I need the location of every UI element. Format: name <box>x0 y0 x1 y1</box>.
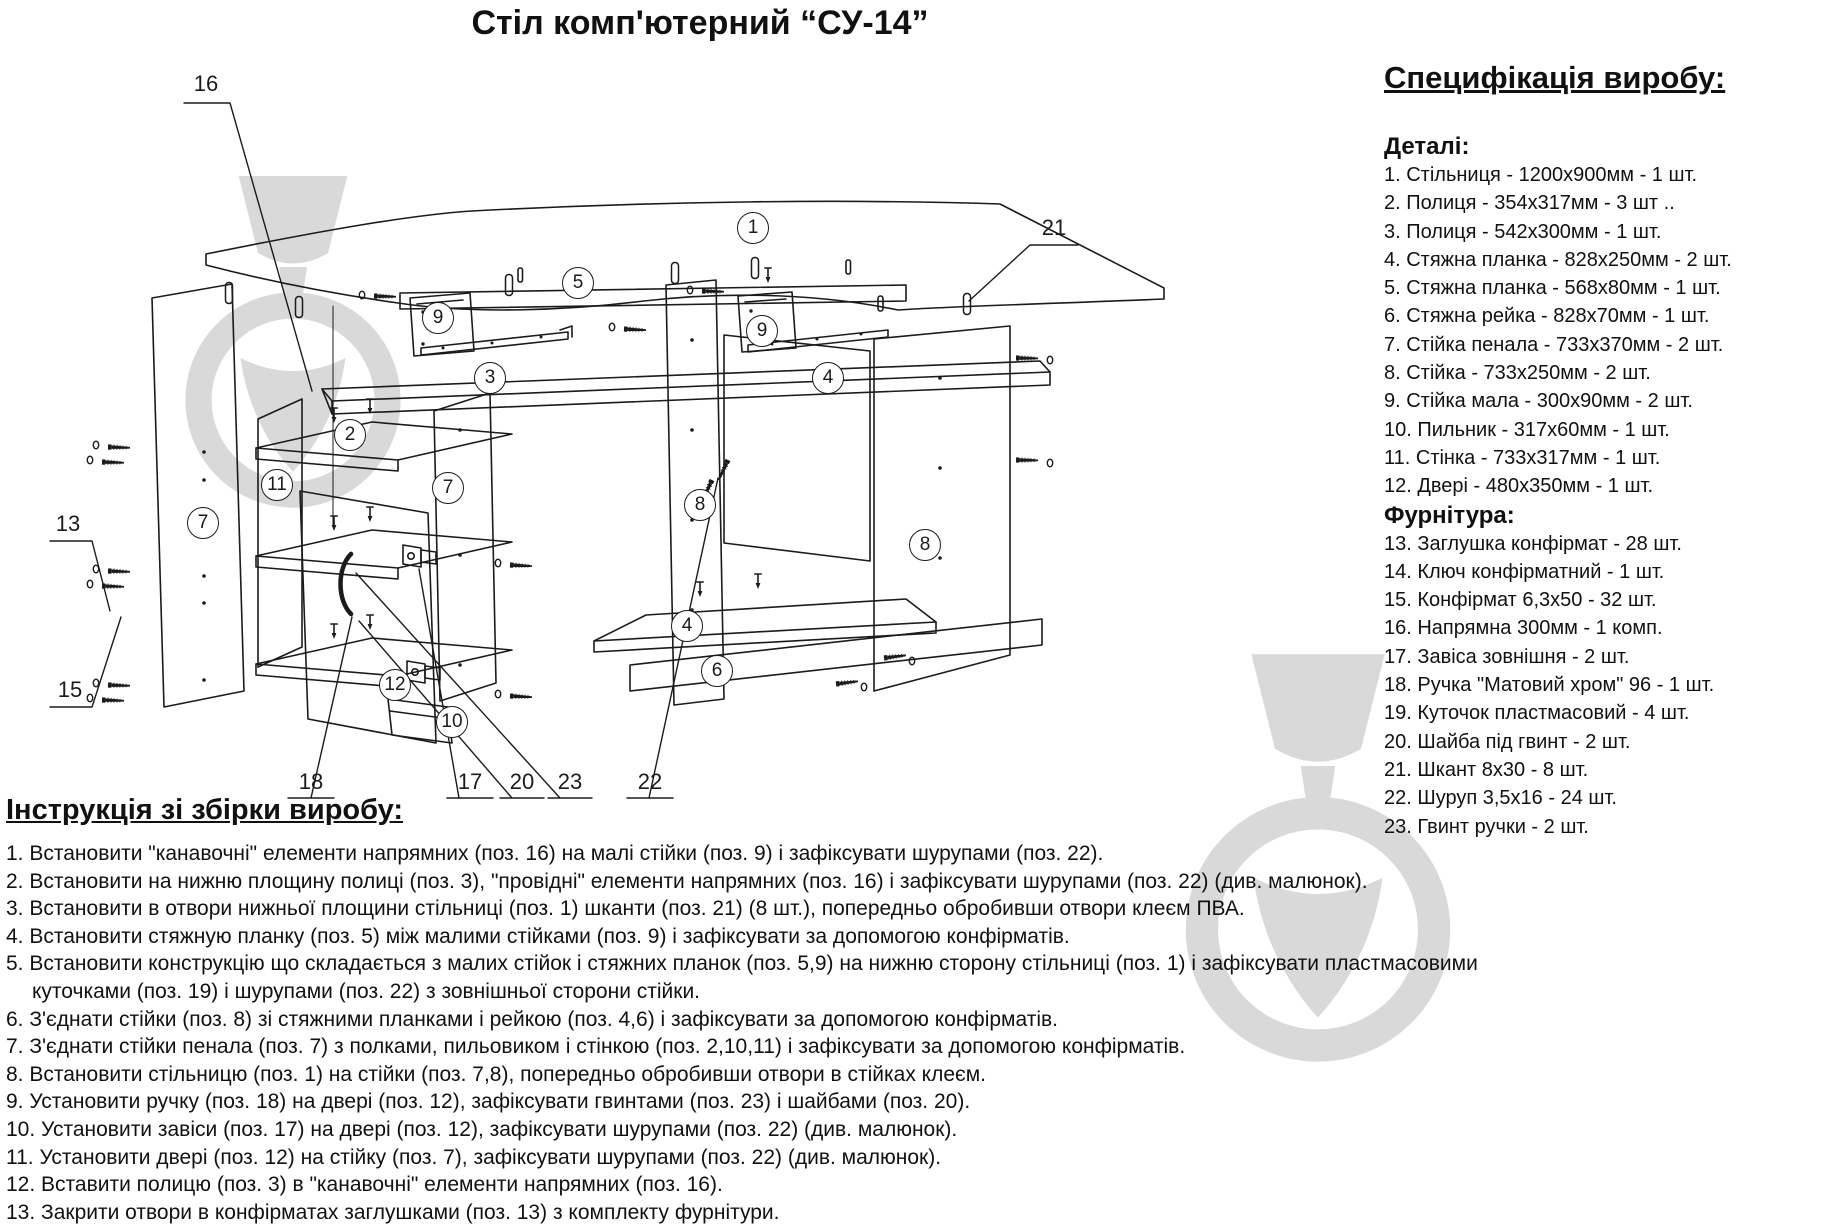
instruction-line: 8. Встановити стільницю (поз. 1) на стійки (поз. 7,8), попередньо обробивши отвори в стійках клеєм. <box>6 1062 987 1086</box>
instruction-line: 11. Установити двері (поз. 12) на стійку (поз. 7), зафіксувати шурупами (поз. 22) (див. малюнок). <box>6 1145 942 1169</box>
part-label: 2 <box>334 419 366 451</box>
part-9-small-stand-left <box>359 291 572 356</box>
spec-item: 19. Куточок пластмасовий - 4 шт. <box>1384 702 1690 725</box>
spec-item: 16. Напрямна 300мм - 1 комп. <box>1384 617 1663 640</box>
instruction-line: 5. Встановити конструкцію що складається з малих стійок і стяжних планок (поз. 5,9) на нижню сторону стільниці (поз. 1) і зафіксувати пластмасовими <box>6 952 1478 976</box>
part-label: 20 <box>509 769 535 794</box>
part-label: 13 <box>55 511 81 536</box>
spec-item: 11. Стінка - 733х317мм - 1 шт. <box>1384 446 1661 469</box>
part-label: 7 <box>432 472 464 504</box>
instruction-line: 1. Встановити "канавочні" елементи напрямних (поз. 16) на малі стійки (поз. 9) і зафіксувати шурупами (поз. 22). <box>6 842 1104 865</box>
page-title: Стіл комп'ютерний “СУ-14” <box>471 4 929 42</box>
instruction-line: куточками (поз. 19) і шурупами (поз. 22) з зовнішньої сторони стійки. <box>32 979 701 1003</box>
spec-item: 5. Стяжна планка - 568х80мм - 1 шт. <box>1384 277 1721 300</box>
part-label: 1 <box>737 212 769 244</box>
part-label: 9 <box>746 315 778 347</box>
part-label: 10 <box>436 706 468 738</box>
spec-item: 20. Шайба під гвинт - 2 шт. <box>1384 730 1631 753</box>
part-21-dowel <box>964 294 971 315</box>
part-1-desktop <box>206 201 1164 317</box>
spec-item: 8. Стійка - 733х250мм - 2 шт. <box>1384 362 1651 385</box>
part-label: 8 <box>909 529 941 561</box>
spec-item: 2. Полиця - 354х317мм - 3 шт .. <box>1384 192 1675 215</box>
spec-item: 1. Стільниця - 1200х900мм - 1 шт. <box>1384 164 1698 186</box>
part-6-tie-rail <box>630 619 1042 691</box>
part-label: 12 <box>379 669 411 701</box>
spec-item: 3. Полиця - 542х300мм - 1 шт. <box>1384 220 1662 243</box>
spec-panel <box>1384 60 1846 841</box>
spec-item: 22. Шуруп 3,5х16 - 24 шт. <box>1384 787 1617 810</box>
part-5-tie-bar <box>400 260 906 309</box>
part-label: 9 <box>422 302 454 334</box>
instruction-line: 12. Вставити полицю (поз. 3) в "канавочні" елементи напрямних (поз. 16). <box>6 1173 723 1197</box>
part-4-tie-plank-upper <box>609 296 883 561</box>
part-label: 11 <box>261 469 293 501</box>
part-12-door <box>300 491 436 743</box>
instruction-line: 6. З'єднати стійки (поз. 8) зі стяжними планками і рейкою (поз. 4,6) і зафіксувати за допомогою конфірматів. <box>6 1007 1058 1031</box>
spec-item: 18. Ручка "Матовий хром" 96 - 1 шт. <box>1384 674 1715 697</box>
instruction-line: 10. Установити завіси (поз. 17) на двері (поз. 12), зафіксувати шурупами (поз. 22) (див. малюнок). <box>6 1117 958 1141</box>
part-4-keyboard-shelf <box>594 574 936 652</box>
part-label: 4 <box>671 610 703 642</box>
details-heading: Деталі: <box>1384 133 1470 160</box>
instructions-panel <box>6 794 1706 1226</box>
part-label: 23 <box>557 769 583 794</box>
spec-item: 4. Стяжна планка - 828х250мм - 2 шт. <box>1384 248 1732 271</box>
confirmat-screws-left <box>87 441 130 703</box>
part-8-stand-right <box>874 326 1053 691</box>
instructions-list <box>6 840 1706 1226</box>
part-label: 18 <box>298 769 324 794</box>
instruction-line: 7. З'єднати стійки пенала (поз. 7) з полками, пильовиком і стінкою (поз. 2,10,11) і зафіксувати за допомогою конфірматів. <box>6 1035 1186 1059</box>
part-label: 21 <box>1041 215 1067 240</box>
spec-heading: Специфікація виробу: <box>1384 60 1726 95</box>
part-label: 15 <box>57 677 83 702</box>
part-label: 7 <box>187 507 219 539</box>
spec-item: 9. Стійка мала - 300х90мм - 2 шт. <box>1384 390 1693 413</box>
part-label: 17 <box>457 769 483 794</box>
instruction-line: 9. Установити ручку (поз. 18) на двері (поз. 12), зафіксувати гвинтами (поз. 23) і шайбами (поз. 20). <box>6 1090 971 1114</box>
spec-item: 14. Ключ конфірматний - 1 шт. <box>1384 560 1665 583</box>
spec-item: 12. Двері - 480х350мм - 1 шт. <box>1384 475 1654 498</box>
spec-item: 6. Стяжна рейка - 828х70мм - 1 шт. <box>1384 305 1710 328</box>
spec-item: 13. Заглушка конфірмат - 28 шт. <box>1384 532 1682 555</box>
part-17-hinges <box>403 545 440 683</box>
part-label: 22 <box>637 769 663 794</box>
hardware-heading: Фурнітура: <box>1384 501 1515 529</box>
instruction-line: 13. Закрити отвори в конфірматах заглушками (поз. 13) з комплекту фурнітури. <box>6 1200 780 1224</box>
spec-item: 23. Гвинт ручки - 2 шт. <box>1384 815 1589 838</box>
spec-item: 10. Пильник - 317х60мм - 1 шт. <box>1384 418 1670 441</box>
instruction-line: 2. Встановити на нижню площину полиці (поз. 3), "провідні" елементи напрямних (поз. 16) і зафіксувати шурупами (поз. 22) (див. малюнок). <box>6 869 1368 893</box>
part-label: 8 <box>684 489 716 521</box>
instruction-line: 3. Встановити в отвори нижньої площини стільниці (поз. 1) шканти (поз. 21) (8 шт.), попередньо обробивши отвори клеєм ПВА. <box>6 897 1245 921</box>
instructions-heading: Інструкція зі збірки виробу: <box>6 794 404 826</box>
instruction-line: 4. Встановити стяжную планку (поз. 5) між малими стійками (поз. 9) і зафіксувати за допомогою конфірматів. <box>6 924 1070 948</box>
part-label: 3 <box>474 362 506 394</box>
part-label: 16 <box>193 71 219 96</box>
spec-item: 7. Стійка пенала - 733х370мм - 2 шт. <box>1384 333 1724 356</box>
spec-item: 17. Завіса зовнішня - 2 шт. <box>1384 645 1630 668</box>
spec-item: 21. Шкант 8х30 - 8 шт. <box>1384 758 1589 781</box>
spec-item: 15. Конфірмат 6,3х50 - 32 шт. <box>1384 589 1657 612</box>
part-3-shelf <box>322 361 1050 414</box>
part-label: 4 <box>812 362 844 394</box>
part-label: 5 <box>562 267 594 299</box>
part-label: 6 <box>701 655 733 687</box>
confirmat-screws-center <box>495 459 730 700</box>
details-list <box>1384 161 1846 501</box>
